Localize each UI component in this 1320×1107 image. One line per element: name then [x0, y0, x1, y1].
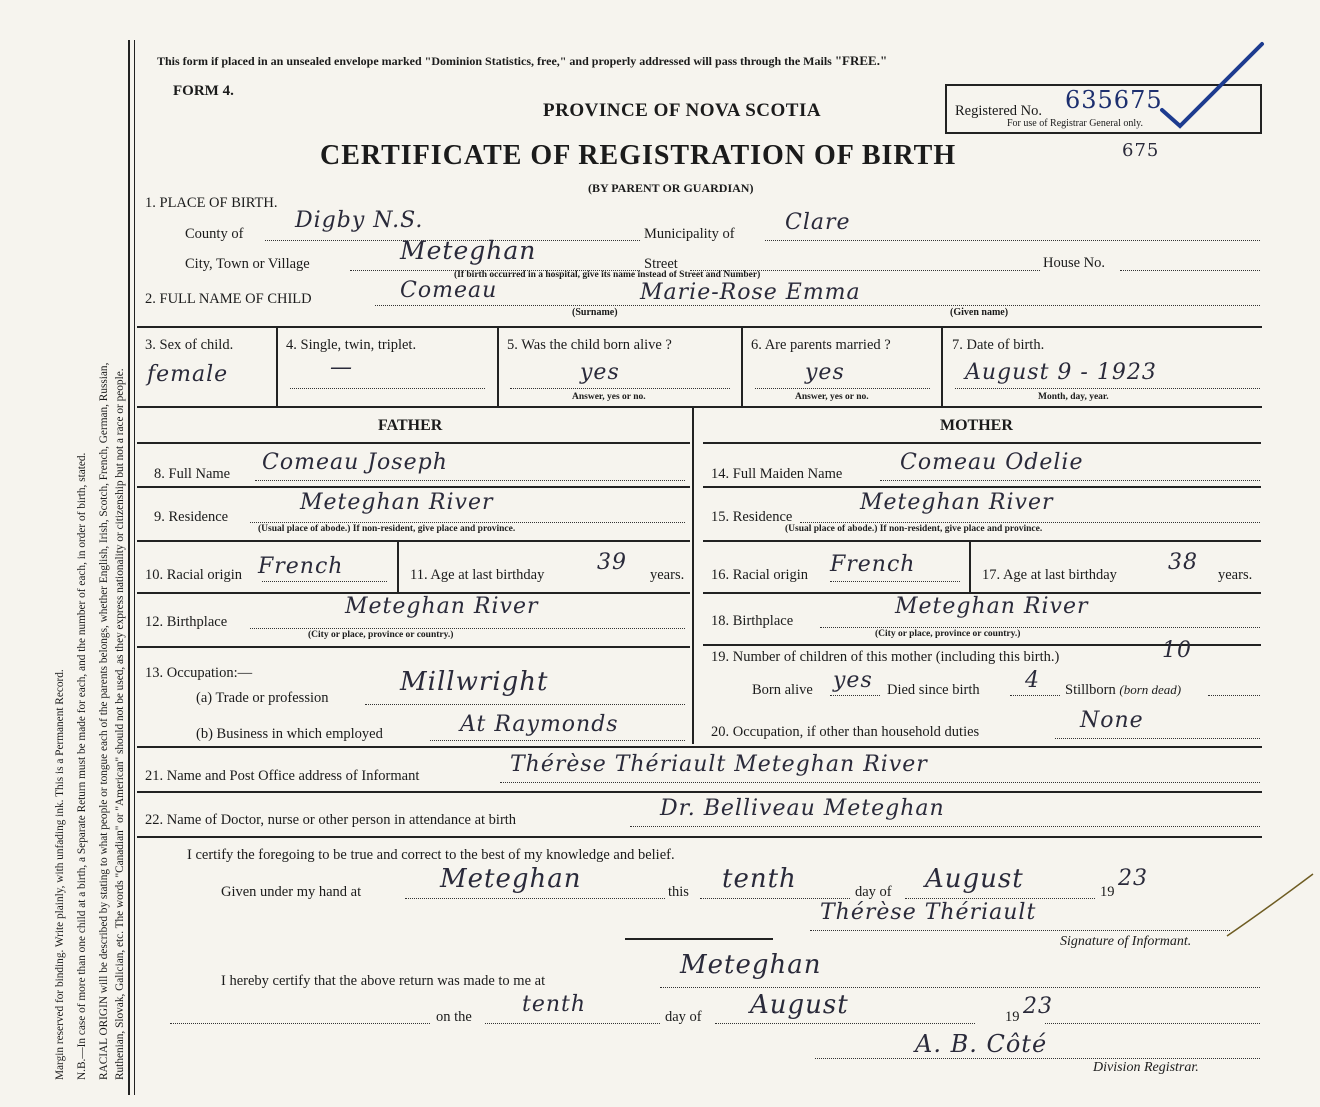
father-age-label: 11. Age at last birthday	[410, 567, 545, 583]
form-number: FORM 4.	[173, 83, 234, 99]
father-trade-label: (a) Trade or profession	[196, 690, 329, 706]
mother-residence-value: Meteghan River	[860, 490, 1054, 515]
municipality-value: Clare	[785, 210, 851, 235]
return-year-prefix: 19	[1005, 1009, 1020, 1025]
died-since-birth-label: Died since birth	[887, 682, 980, 698]
born-alive-value: yes	[580, 360, 620, 385]
certify-statement: I certify the foregoing to be true and correct to the best of my knowledge and belief.	[187, 847, 675, 863]
mother-birthplace-label: 18. Birthplace	[711, 613, 794, 629]
date-of-birth-label: 7. Date of birth.	[952, 337, 1045, 353]
father-birthplace-label: 12. Birthplace	[145, 614, 228, 630]
children-count-value: 10	[1162, 638, 1192, 663]
given-name-note: (Given name)	[950, 307, 1009, 318]
mother-abode-note: (Usual place of abode.) If non-resident, give place and province.	[785, 524, 1043, 534]
city-label: City, Town or Village	[185, 256, 310, 272]
informant-value: Thérèse Thériault Meteghan River	[510, 752, 928, 777]
born-alive-answer-note: Answer, yes or no.	[572, 392, 646, 402]
child-given-value: Marie-Rose Emma	[640, 280, 861, 305]
child-surname-value: Comeau	[400, 278, 498, 303]
doctor-value: Dr. Belliveau Meteghan	[660, 796, 945, 821]
father-birthplace-note: (City or place, province or country.)	[308, 630, 454, 640]
return-day-of-label: day of	[665, 1009, 702, 1025]
certificate-subtitle: (BY PARENT OR GUARDIAN)	[588, 181, 754, 195]
binding-margin-rule-inner	[134, 40, 135, 1095]
given-place-value: Meteghan	[440, 864, 582, 894]
municipality-label: Municipality of	[644, 226, 735, 242]
father-residence-value: Meteghan River	[300, 490, 494, 515]
pen-stroke-icon	[1225, 870, 1315, 940]
province-heading: PROVINCE OF NOVA SCOTIA	[543, 100, 822, 121]
registered-label: Registered No.	[955, 103, 1042, 119]
county-label: County of	[185, 226, 244, 242]
margin-racial-origin-note-1: RACIAL ORIGIN will be described by stating to what people or tongue each of the parents belongs, whether English, Irish, Scotch, French, German, Russian,	[98, 362, 110, 1080]
given-month-value: August	[925, 864, 1024, 894]
house-number-label: House No.	[1043, 255, 1106, 271]
blue-checkmark-icon	[1150, 38, 1270, 133]
parents-married-label: 6. Are parents married ?	[751, 337, 891, 353]
margin-binding-note: Margin reserved for binding. Write plainly, with unfading ink. This is a Permanent Record.	[54, 669, 66, 1080]
given-under-label: Given under my hand at	[221, 884, 362, 900]
county-value: Digby N.S.	[295, 208, 424, 233]
father-business-label: (b) Business in which employed	[196, 726, 383, 742]
division-registrar-label: Division Registrar.	[1093, 1060, 1199, 1075]
city-value: Meteghan	[400, 236, 537, 265]
father-age-years: years.	[650, 567, 685, 583]
given-day-of-label: day of	[855, 884, 892, 900]
margin-multiple-births-note: N.B.—In case of more than one child at a birth, a Separate Return must be made for each, and the number of each, in order of birth, stated.	[76, 452, 88, 1080]
father-racial-origin-label: 10. Racial origin	[145, 567, 243, 583]
mother-age-label: 17. Age at last birthday	[982, 567, 1117, 583]
given-year-prefix: 19	[1100, 884, 1115, 900]
died-since-birth-value: 4	[1025, 668, 1040, 693]
father-residence-label: 9. Residence	[154, 509, 229, 525]
born-alive-label: 5. Was the child born alive ?	[507, 337, 672, 353]
father-name-label: 8. Full Name	[154, 466, 231, 482]
child-name-label: 2. FULL NAME OF CHILD	[145, 291, 312, 307]
given-year-suffix: 23	[1118, 866, 1148, 891]
this-label: this	[668, 884, 689, 900]
father-occupation-label: 13. Occupation:—	[145, 665, 253, 681]
place-of-birth-heading: 1. PLACE OF BIRTH.	[145, 195, 278, 211]
signature-of-informant-label: Signature of Informant.	[1060, 934, 1192, 949]
mother-birthplace-value: Meteghan River	[895, 594, 1089, 619]
mother-name-label: 14. Full Maiden Name	[711, 466, 843, 482]
born-alive-count-value: yes	[833, 668, 873, 693]
registrar-signature: A. B. Côté	[915, 1030, 1048, 1058]
father-business-value: At Raymonds	[460, 712, 619, 737]
surname-note: (Surname)	[572, 307, 618, 318]
street-label: Street	[644, 256, 678, 272]
sex-label: 3. Sex of child.	[145, 337, 234, 353]
single-twin-value: —	[330, 355, 353, 380]
margin-racial-origin-note-2: Ruthenian, Slovak, Galician, etc. The words "Canadian" or "American" should not be used, as they express nationality or citizenship but not a race or people.	[114, 368, 126, 1080]
father-racial-origin-value: French	[258, 554, 344, 579]
born-alive-count-label: Born alive	[752, 682, 813, 698]
return-month-value: August	[750, 990, 849, 1020]
mother-name-value: Comeau Odelie	[900, 450, 1084, 475]
single-twin-label: 4. Single, twin, triplet.	[286, 337, 417, 353]
return-day-value: tenth	[522, 992, 587, 1017]
mother-age-value: 38	[1168, 550, 1198, 575]
given-day-value: tenth	[722, 864, 797, 894]
mother-occupation-label: 20. Occupation, if other than household duties	[711, 724, 980, 740]
date-format-note: Month, day, year.	[1038, 392, 1109, 402]
doctor-label: 22. Name of Doctor, nurse or other person in attendance at birth	[145, 812, 517, 828]
registered-value: 635675	[1065, 86, 1163, 114]
stillborn-label: Stillborn (born dead)	[1065, 682, 1182, 698]
father-age-value: 39	[597, 550, 627, 575]
mother-occupation-value: None	[1080, 708, 1144, 733]
father-abode-note: (Usual place of abode.) If non-resident, give place and province.	[258, 524, 516, 534]
hospital-note: (If birth occurred in a hospital, give its name instead of Street and Number)	[454, 270, 761, 280]
mother-racial-origin-label: 16. Racial origin	[711, 567, 809, 583]
parents-married-value: yes	[805, 360, 845, 385]
children-count-label: 19. Number of children of this mother (including this birth.)	[711, 649, 1060, 665]
mail-notice: This form if placed in an unsealed envelope marked "Dominion Statistics, free," and properly addressed will pass through the Mails "FREE."	[157, 53, 888, 68]
mother-heading: MOTHER	[940, 417, 1013, 434]
mother-birthplace-note: (City or place, province or country.)	[875, 629, 1021, 639]
informant-label: 21. Name and Post Office address of Informant	[145, 768, 420, 784]
return-place-value: Meteghan	[680, 950, 822, 980]
mother-age-years: years.	[1218, 567, 1253, 583]
return-label: I hereby certify that the above return was made to me at	[221, 973, 546, 989]
certificate-title: CERTIFICATE OF REGISTRATION OF BIRTH	[320, 140, 957, 171]
mother-racial-origin-value: French	[830, 552, 916, 577]
sex-value: female	[147, 362, 229, 387]
parents-married-answer-note: Answer, yes or no.	[795, 392, 869, 402]
father-heading: FATHER	[378, 417, 443, 434]
side-number: 675	[1122, 140, 1160, 161]
registrar-note: For use of Registrar General only.	[1007, 118, 1143, 129]
return-year-suffix: 23	[1023, 994, 1053, 1019]
date-of-birth-value: August 9 - 1923	[965, 360, 1157, 385]
mother-residence-label: 15. Residence	[711, 509, 793, 525]
father-birthplace-value: Meteghan River	[345, 594, 539, 619]
on-the-label: on the	[436, 1009, 472, 1025]
binding-margin-rule	[128, 40, 130, 1095]
informant-signature: Thérèse Thériault	[820, 900, 1037, 925]
father-trade-value: Millwright	[400, 667, 549, 697]
father-name-value: Comeau Joseph	[262, 450, 448, 475]
